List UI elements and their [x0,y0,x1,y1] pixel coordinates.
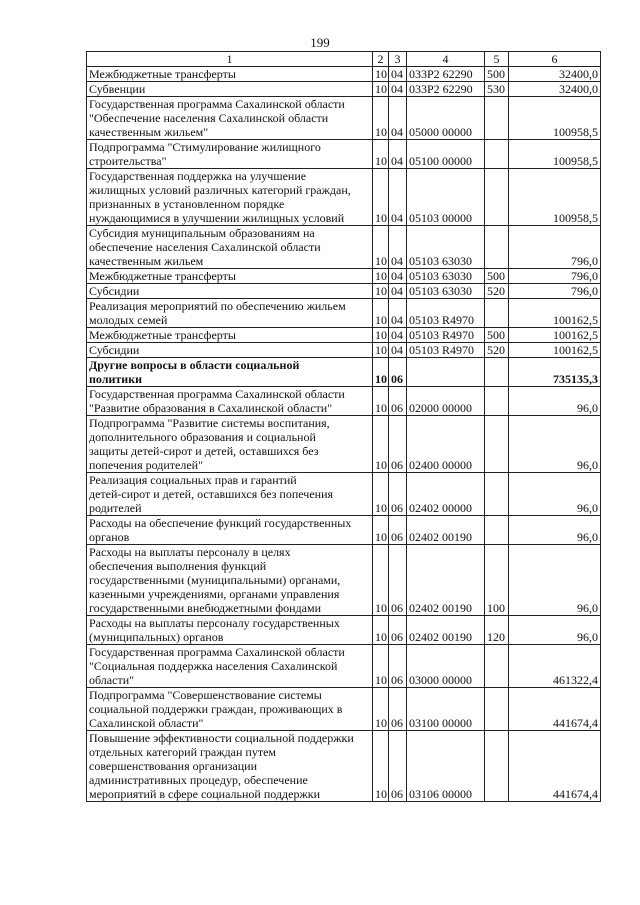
subsection-code: 04 [389,82,407,97]
table-row [87,473,601,516]
column-header-4: 4 [407,52,485,67]
target-article-code: 05000 00000 [407,97,485,140]
row-name: Другие вопросы в области социальной политики [87,358,373,387]
table-row [87,343,601,358]
subsection-code: 04 [389,343,407,358]
row-name: Субсидии [87,284,373,299]
table-row [87,226,601,269]
target-article-code: 02400 00000 [407,416,485,473]
amount: 796,0 [509,269,601,284]
table-row [87,731,601,802]
table-row [87,516,601,545]
target-article-code: 05100 00000 [407,140,485,169]
table-row [87,169,601,226]
subsection-code: 06 [389,516,407,545]
table-row [87,616,601,645]
section-code: 10 [373,299,389,328]
section-code: 10 [373,387,389,416]
subsection-code: 06 [389,731,407,802]
expense-type-code [485,731,509,802]
table-row [87,645,601,688]
expense-type-code [485,473,509,516]
subsection-code: 06 [389,358,407,387]
amount: 32400,0 [509,67,601,82]
target-article-code: 05103 00000 [407,169,485,226]
subsection-code: 06 [389,416,407,473]
subsection-code: 04 [389,140,407,169]
expense-type-code [485,140,509,169]
section-code: 10 [373,645,389,688]
target-article-code: 02402 00000 [407,473,485,516]
row-name: Государственная поддержка на улучшение жилищных условий различных категорий граждан, признанных в установленном порядке нуждающимися в улучшении жилищных условий [87,169,373,226]
column-header-3: 3 [389,52,407,67]
expense-type-code: 500 [485,328,509,343]
row-name: Реализация социальных прав и гарантий детей-сирот и детей, оставшихся без попечения родителей [87,473,373,516]
section-code: 10 [373,473,389,516]
row-name: Межбюджетные трансферты [87,269,373,284]
target-article-code: 03106 00000 [407,731,485,802]
row-name: Реализация мероприятий по обеспечению жильем молодых семей [87,299,373,328]
target-article-code: 033P2 62290 [407,67,485,82]
section-code: 10 [373,358,389,387]
target-article-code: 03000 00000 [407,645,485,688]
section-code: 10 [373,284,389,299]
expense-type-code: 500 [485,269,509,284]
table-row [87,67,601,82]
section-code: 10 [373,328,389,343]
column-header-2: 2 [373,52,389,67]
amount: 441674,4 [509,688,601,731]
column-header-6: 6 [509,52,601,67]
column-header-5: 5 [485,52,509,67]
section-code: 10 [373,67,389,82]
expense-type-code [485,387,509,416]
subsection-code: 06 [389,387,407,416]
amount: 96,0 [509,545,601,616]
table-body [87,67,601,802]
expense-type-code [485,416,509,473]
target-article-code: 05103 63030 [407,269,485,284]
section-code: 10 [373,82,389,97]
page-number: 199 [310,35,330,50]
subsection-code: 06 [389,688,407,731]
amount: 100162,5 [509,343,601,358]
amount: 735135,3 [509,358,601,387]
amount: 32400,0 [509,82,601,97]
amount: 441674,4 [509,731,601,802]
row-name: Межбюджетные трансферты [87,328,373,343]
table-row [87,97,601,140]
row-name: Расходы на выплаты персоналу в целях обеспечения выполнения функций государственными (муниципальными) органами, казенными учреждениями, органами управления государственными внебюджетными фондами [87,545,373,616]
row-name: Государственная программа Сахалинской области "Социальная поддержка населения Сахалинской области" [87,645,373,688]
subsection-code: 04 [389,328,407,343]
expense-type-code [485,358,509,387]
row-name: Государственная программа Сахалинской области "Развитие образования в Сахалинской области" [87,387,373,416]
amount: 796,0 [509,226,601,269]
target-article-code [407,358,485,387]
row-name: Повышение эффективности социальной поддержки отдельных категорий граждан путем совершенствования организации административных процедур, обеспечение мероприятий в сфере социальной поддержки [87,731,373,802]
subsection-code: 06 [389,473,407,516]
amount: 461322,4 [509,645,601,688]
amount: 96,0 [509,387,601,416]
expense-type-code [485,645,509,688]
section-code: 10 [373,516,389,545]
amount: 96,0 [509,516,601,545]
target-article-code: 02402 00190 [407,616,485,645]
table-row [87,269,601,284]
expense-type-code: 520 [485,284,509,299]
target-article-code: 03100 00000 [407,688,485,731]
row-name: Расходы на обеспечение функций государственных органов [87,516,373,545]
budget-table [86,51,601,802]
expense-type-code: 100 [485,545,509,616]
table-row [87,140,601,169]
section-code: 10 [373,731,389,802]
section-code: 10 [373,616,389,645]
section-code: 10 [373,416,389,473]
row-name: Подпрограмма "Совершенствование системы социальной поддержки граждан, проживающих в Сахалинской области" [87,688,373,731]
subsection-code: 06 [389,545,407,616]
expense-type-code: 120 [485,616,509,645]
target-article-code: 02402 00190 [407,545,485,616]
table-row [87,545,601,616]
subsection-code: 04 [389,269,407,284]
section-code: 10 [373,169,389,226]
target-article-code: 05103 63030 [407,284,485,299]
row-name: Межбюджетные трансферты [87,67,373,82]
expense-type-code [485,516,509,545]
amount: 100162,5 [509,299,601,328]
target-article-code: 02000 00000 [407,387,485,416]
row-name: Государственная программа Сахалинской области "Обеспечение населения Сахалинской области качественным жильем" [87,97,373,140]
subsection-code: 04 [389,169,407,226]
expense-type-code [485,226,509,269]
row-name: Субсидия муниципальным образованиям на обеспечение населения Сахалинской области качественным жильем [87,226,373,269]
table-row [87,82,601,97]
amount: 100958,5 [509,169,601,226]
section-code: 10 [373,97,389,140]
column-header-row [87,52,601,67]
target-article-code: 05103 63030 [407,226,485,269]
subsection-code: 04 [389,284,407,299]
table-row [87,328,601,343]
section-code: 10 [373,545,389,616]
amount: 96,0 [509,616,601,645]
target-article-code: 05103 R4970 [407,343,485,358]
expense-type-code [485,169,509,226]
section-code: 10 [373,226,389,269]
subsection-code: 06 [389,645,407,688]
subsection-code: 04 [389,226,407,269]
expense-type-code [485,299,509,328]
amount: 100958,5 [509,140,601,169]
section-code: 10 [373,269,389,284]
amount: 796,0 [509,284,601,299]
amount: 96,0 [509,416,601,473]
expense-type-code: 530 [485,82,509,97]
subsection-code: 06 [389,616,407,645]
target-article-code: 033P2 62290 [407,82,485,97]
expense-type-code: 520 [485,343,509,358]
expense-type-code: 500 [485,67,509,82]
table-row [87,387,601,416]
row-name: Субвенции [87,82,373,97]
expense-type-code [485,97,509,140]
row-name: Расходы на выплаты персоналу государственных (муниципальных) органов [87,616,373,645]
section-code: 10 [373,343,389,358]
amount: 96,0 [509,473,601,516]
subsection-code: 04 [389,299,407,328]
table-row [87,299,601,328]
table-row [87,416,601,473]
row-name: Подпрограмма "Стимулирование жилищного строительства" [87,140,373,169]
row-name: Подпрограмма "Развитие системы воспитания, дополнительного образования и социальной защиты детей-сирот и детей, оставшихся без попечения родителей" [87,416,373,473]
target-article-code: 02402 00190 [407,516,485,545]
amount: 100958,5 [509,97,601,140]
subsection-code: 04 [389,67,407,82]
column-header-1: 1 [87,52,373,67]
expense-type-code [485,688,509,731]
section-code: 10 [373,140,389,169]
amount: 100162,5 [509,328,601,343]
target-article-code: 05103 R4970 [407,328,485,343]
section-code: 10 [373,688,389,731]
table-row [87,284,601,299]
target-article-code: 05103 R4970 [407,299,485,328]
row-name: Субсидии [87,343,373,358]
table-row [87,358,601,387]
subsection-code: 04 [389,97,407,140]
table-row [87,688,601,731]
